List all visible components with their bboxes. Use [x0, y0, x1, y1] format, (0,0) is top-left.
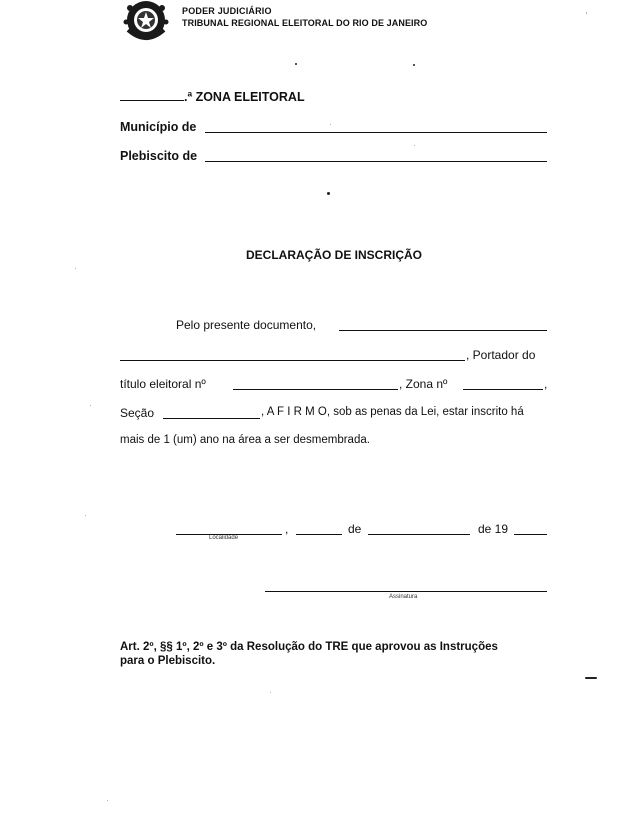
header-tribunal-name: TRIBUNAL REGIONAL ELEITORAL DO RIO DE JANEIRO [182, 18, 428, 28]
scan-speck [90, 405, 91, 406]
body-line-5: mais de 1 (um) ano na área a ser desmembrada. [120, 434, 370, 446]
body-afirmo-text: , A F I R M O, sob as penas da Lei, estar inscrito há [261, 406, 524, 418]
name-line [339, 330, 547, 331]
body-titulo-label: título eleitoral nº [120, 377, 206, 391]
body-line-1: Pelo presente documento, [176, 318, 317, 332]
header-court-name: PODER JUDICIÁRIO [182, 6, 272, 16]
signature-caption: Assinatura [389, 594, 418, 600]
secao-line [163, 418, 260, 419]
plebiscito-line [205, 161, 547, 162]
scan-speck [270, 692, 271, 693]
municipio-label: Município de [120, 120, 197, 134]
body-secao-label: Seção [120, 406, 155, 420]
plebiscito-label: Plebiscito de [120, 149, 198, 163]
footer-line-1: Art. 2º, §§ 1º, 2º e 3º da Resolução do TRE que aprovou as Instruções [120, 641, 498, 653]
month-line [368, 534, 470, 535]
scan-speck [85, 515, 86, 516]
signature-line [265, 591, 547, 592]
scan-speck [414, 145, 415, 146]
scan-speck [413, 64, 415, 66]
day-line [296, 534, 342, 535]
year-line [514, 534, 547, 535]
date-de-19: de 19 [478, 522, 509, 536]
scan-mark [585, 677, 597, 679]
zona-eleitoral-label: .ª ZONA ELEITORAL [184, 90, 305, 104]
date-comma: , [285, 522, 289, 536]
scan-speck [75, 268, 76, 269]
body-zona-label: , Zona nº [399, 377, 448, 391]
coat-of-arms-seal-icon [122, 0, 170, 44]
scan-speck [327, 192, 330, 195]
scan-speck [330, 124, 331, 125]
footer-line-2: para o Plebiscito. [120, 655, 216, 667]
name-continuation-line [120, 360, 465, 361]
body-portador-text: , Portador do [466, 348, 536, 362]
zona-number-line [120, 100, 184, 101]
scan-speck [586, 12, 587, 14]
zona-line [463, 389, 543, 390]
municipio-line [205, 132, 547, 133]
scan-speck [295, 63, 297, 65]
scan-speck [107, 800, 108, 801]
date-de-1: de [348, 522, 362, 536]
body-zona-comma: , [544, 377, 548, 391]
localidade-caption: Localidade [209, 535, 239, 541]
document-title: DECLARAÇÃO DE INSCRIÇÃO [246, 248, 423, 262]
titulo-number-line [233, 389, 398, 390]
